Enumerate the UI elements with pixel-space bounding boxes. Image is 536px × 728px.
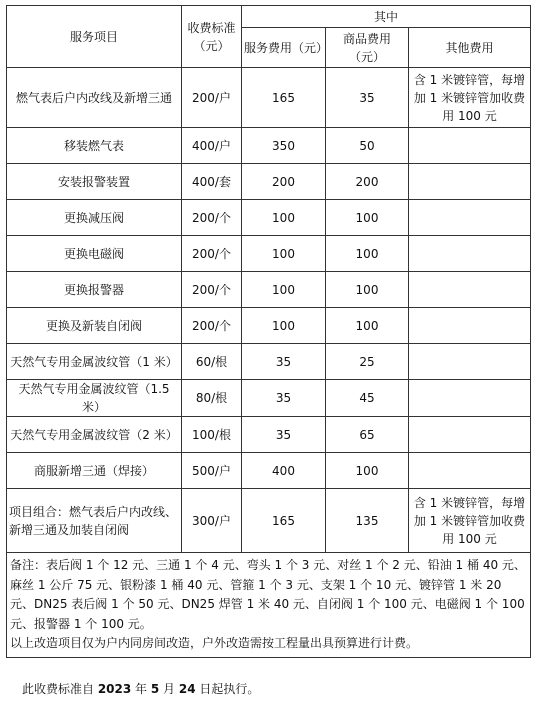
row-goods: 100 <box>326 272 409 308</box>
row-goods: 100 <box>326 308 409 344</box>
row-item: 天然气专用金属波纹管（1.5 米） <box>7 380 182 417</box>
row-other <box>409 68 531 128</box>
row-item-line: 新增三通及加装自闭阀 <box>9 522 130 537</box>
row-goods: 45 <box>326 380 409 417</box>
row-other <box>409 164 531 200</box>
notes-line1: 备注：表后阀 1 个 12 元、三通 1 个 4 元、弯头 1 个 3 元、对丝 1 个 2 元、铅油 1 桶 40 元、麻丝 1 公斤 75 元、银粉漆 1 桶 40 元、管箍 1 个 3 元、支架 1 个 10 元、镀锌管 1 米 20 元、DN25 表后阀 1 个 50 元、DN25 焊管 1 米 40 元、自闭阀 1 个 100 元、电磁阀 1 个 100 元、报警器 1 个 100 元。 <box>10 558 526 631</box>
table-row <box>7 68 531 128</box>
row-item: 更换及新装自闭阀 <box>7 308 182 344</box>
row-service: 200 <box>242 164 326 200</box>
row-goods: 100 <box>326 453 409 489</box>
row-fee: 60/根 <box>182 344 242 380</box>
table-row <box>7 489 531 553</box>
fee-rows <box>7 68 531 553</box>
header-item: 服务项目 <box>7 6 182 68</box>
row-fee: 200/个 <box>182 272 242 308</box>
table-row <box>7 380 531 417</box>
row-service: 35 <box>242 417 326 453</box>
header-service: 服务费用（元） <box>242 28 326 68</box>
row-other <box>409 344 531 380</box>
row-service: 400 <box>242 453 326 489</box>
row-service: 165 <box>242 489 326 553</box>
footer-day: 24 <box>178 682 196 696</box>
row-other <box>409 417 531 453</box>
row-fee: 200/个 <box>182 308 242 344</box>
row-goods: 100 <box>326 200 409 236</box>
row-fee: 200/个 <box>182 236 242 272</box>
footer-month-unit: 月 <box>159 682 179 696</box>
table-row <box>7 344 531 380</box>
notes-cell <box>7 553 531 658</box>
footer-month: 5 <box>150 682 160 696</box>
row-goods: 100 <box>326 236 409 272</box>
table-row <box>7 272 531 308</box>
row-service: 100 <box>242 236 326 272</box>
row-other <box>409 308 531 344</box>
row-service: 35 <box>242 380 326 417</box>
fee-table <box>6 5 531 658</box>
row-item: 更换电磁阀 <box>7 236 182 272</box>
row-item: 天然气专用金属波纹管（1 米） <box>7 344 182 380</box>
row-goods: 135 <box>326 489 409 553</box>
row-item: 安装报警装置 <box>7 164 182 200</box>
row-other-line: 含 1 米镀锌管，每增 <box>413 495 526 510</box>
footer-suffix: 日起执行。 <box>195 682 260 696</box>
row-other <box>409 453 531 489</box>
row-item: 天然气专用金属波纹管（2 米） <box>7 417 182 453</box>
header-fee-line1: 收费标准 <box>187 20 236 35</box>
footer-prefix: 此收费标准自 <box>22 682 98 696</box>
header-of-which: 其中 <box>242 6 531 28</box>
header-goods: 商品费用（元） <box>326 28 409 68</box>
effective-date <box>22 680 259 698</box>
row-other-line: 加 1 米镀锌管加收费 <box>413 90 526 105</box>
row-goods: 65 <box>326 417 409 453</box>
row-goods: 35 <box>326 68 409 128</box>
row-item: 更换减压阀 <box>7 200 182 236</box>
row-other-line: 用 100 元 <box>442 531 497 546</box>
row-other <box>409 380 531 417</box>
row-other-line: 用 100 元 <box>442 108 497 123</box>
table-row <box>7 164 531 200</box>
header-fee <box>182 6 242 68</box>
table-row <box>7 453 531 489</box>
row-item <box>7 489 182 553</box>
row-item: 更换报警器 <box>7 272 182 308</box>
header-other: 其他费用 <box>409 28 531 68</box>
footer-year: 2023 <box>97 682 132 696</box>
row-other <box>409 128 531 164</box>
header-fee-line2: （元） <box>193 38 230 53</box>
footer-year-unit: 年 <box>131 682 151 696</box>
row-fee: 400/户 <box>182 128 242 164</box>
table-row <box>7 417 531 453</box>
table-row <box>7 200 531 236</box>
row-item: 移装燃气表 <box>7 128 182 164</box>
row-fee: 400/套 <box>182 164 242 200</box>
row-item: 燃气表后户内改线及新增三通 <box>7 68 182 128</box>
row-service: 350 <box>242 128 326 164</box>
row-fee: 200/户 <box>182 68 242 128</box>
row-other <box>409 200 531 236</box>
row-goods: 50 <box>326 128 409 164</box>
row-service: 100 <box>242 272 326 308</box>
row-fee: 200/个 <box>182 200 242 236</box>
row-other-line: 加 1 米镀锌管加收费 <box>413 513 526 528</box>
row-service: 165 <box>242 68 326 128</box>
row-other <box>409 489 531 553</box>
row-service: 100 <box>242 308 326 344</box>
row-fee: 300/户 <box>182 489 242 553</box>
row-goods: 25 <box>326 344 409 380</box>
row-service: 100 <box>242 200 326 236</box>
row-other-line: 含 1 米镀锌管，每增 <box>413 72 526 87</box>
row-item-line: 项目组合：燃气表后户内改线、 <box>9 504 178 519</box>
row-other <box>409 272 531 308</box>
row-goods: 200 <box>326 164 409 200</box>
row-item: 商服新增三通（焊接） <box>7 453 182 489</box>
table-row <box>7 308 531 344</box>
row-service: 35 <box>242 344 326 380</box>
row-other <box>409 236 531 272</box>
notes-line2: 以上改造项目仅为户内同房间改造，户外改造需按工程量出具预算进行计费。 <box>10 636 419 650</box>
table-row <box>7 128 531 164</box>
table-row <box>7 236 531 272</box>
row-fee: 500/户 <box>182 453 242 489</box>
row-fee: 100/根 <box>182 417 242 453</box>
row-fee: 80/根 <box>182 380 242 417</box>
